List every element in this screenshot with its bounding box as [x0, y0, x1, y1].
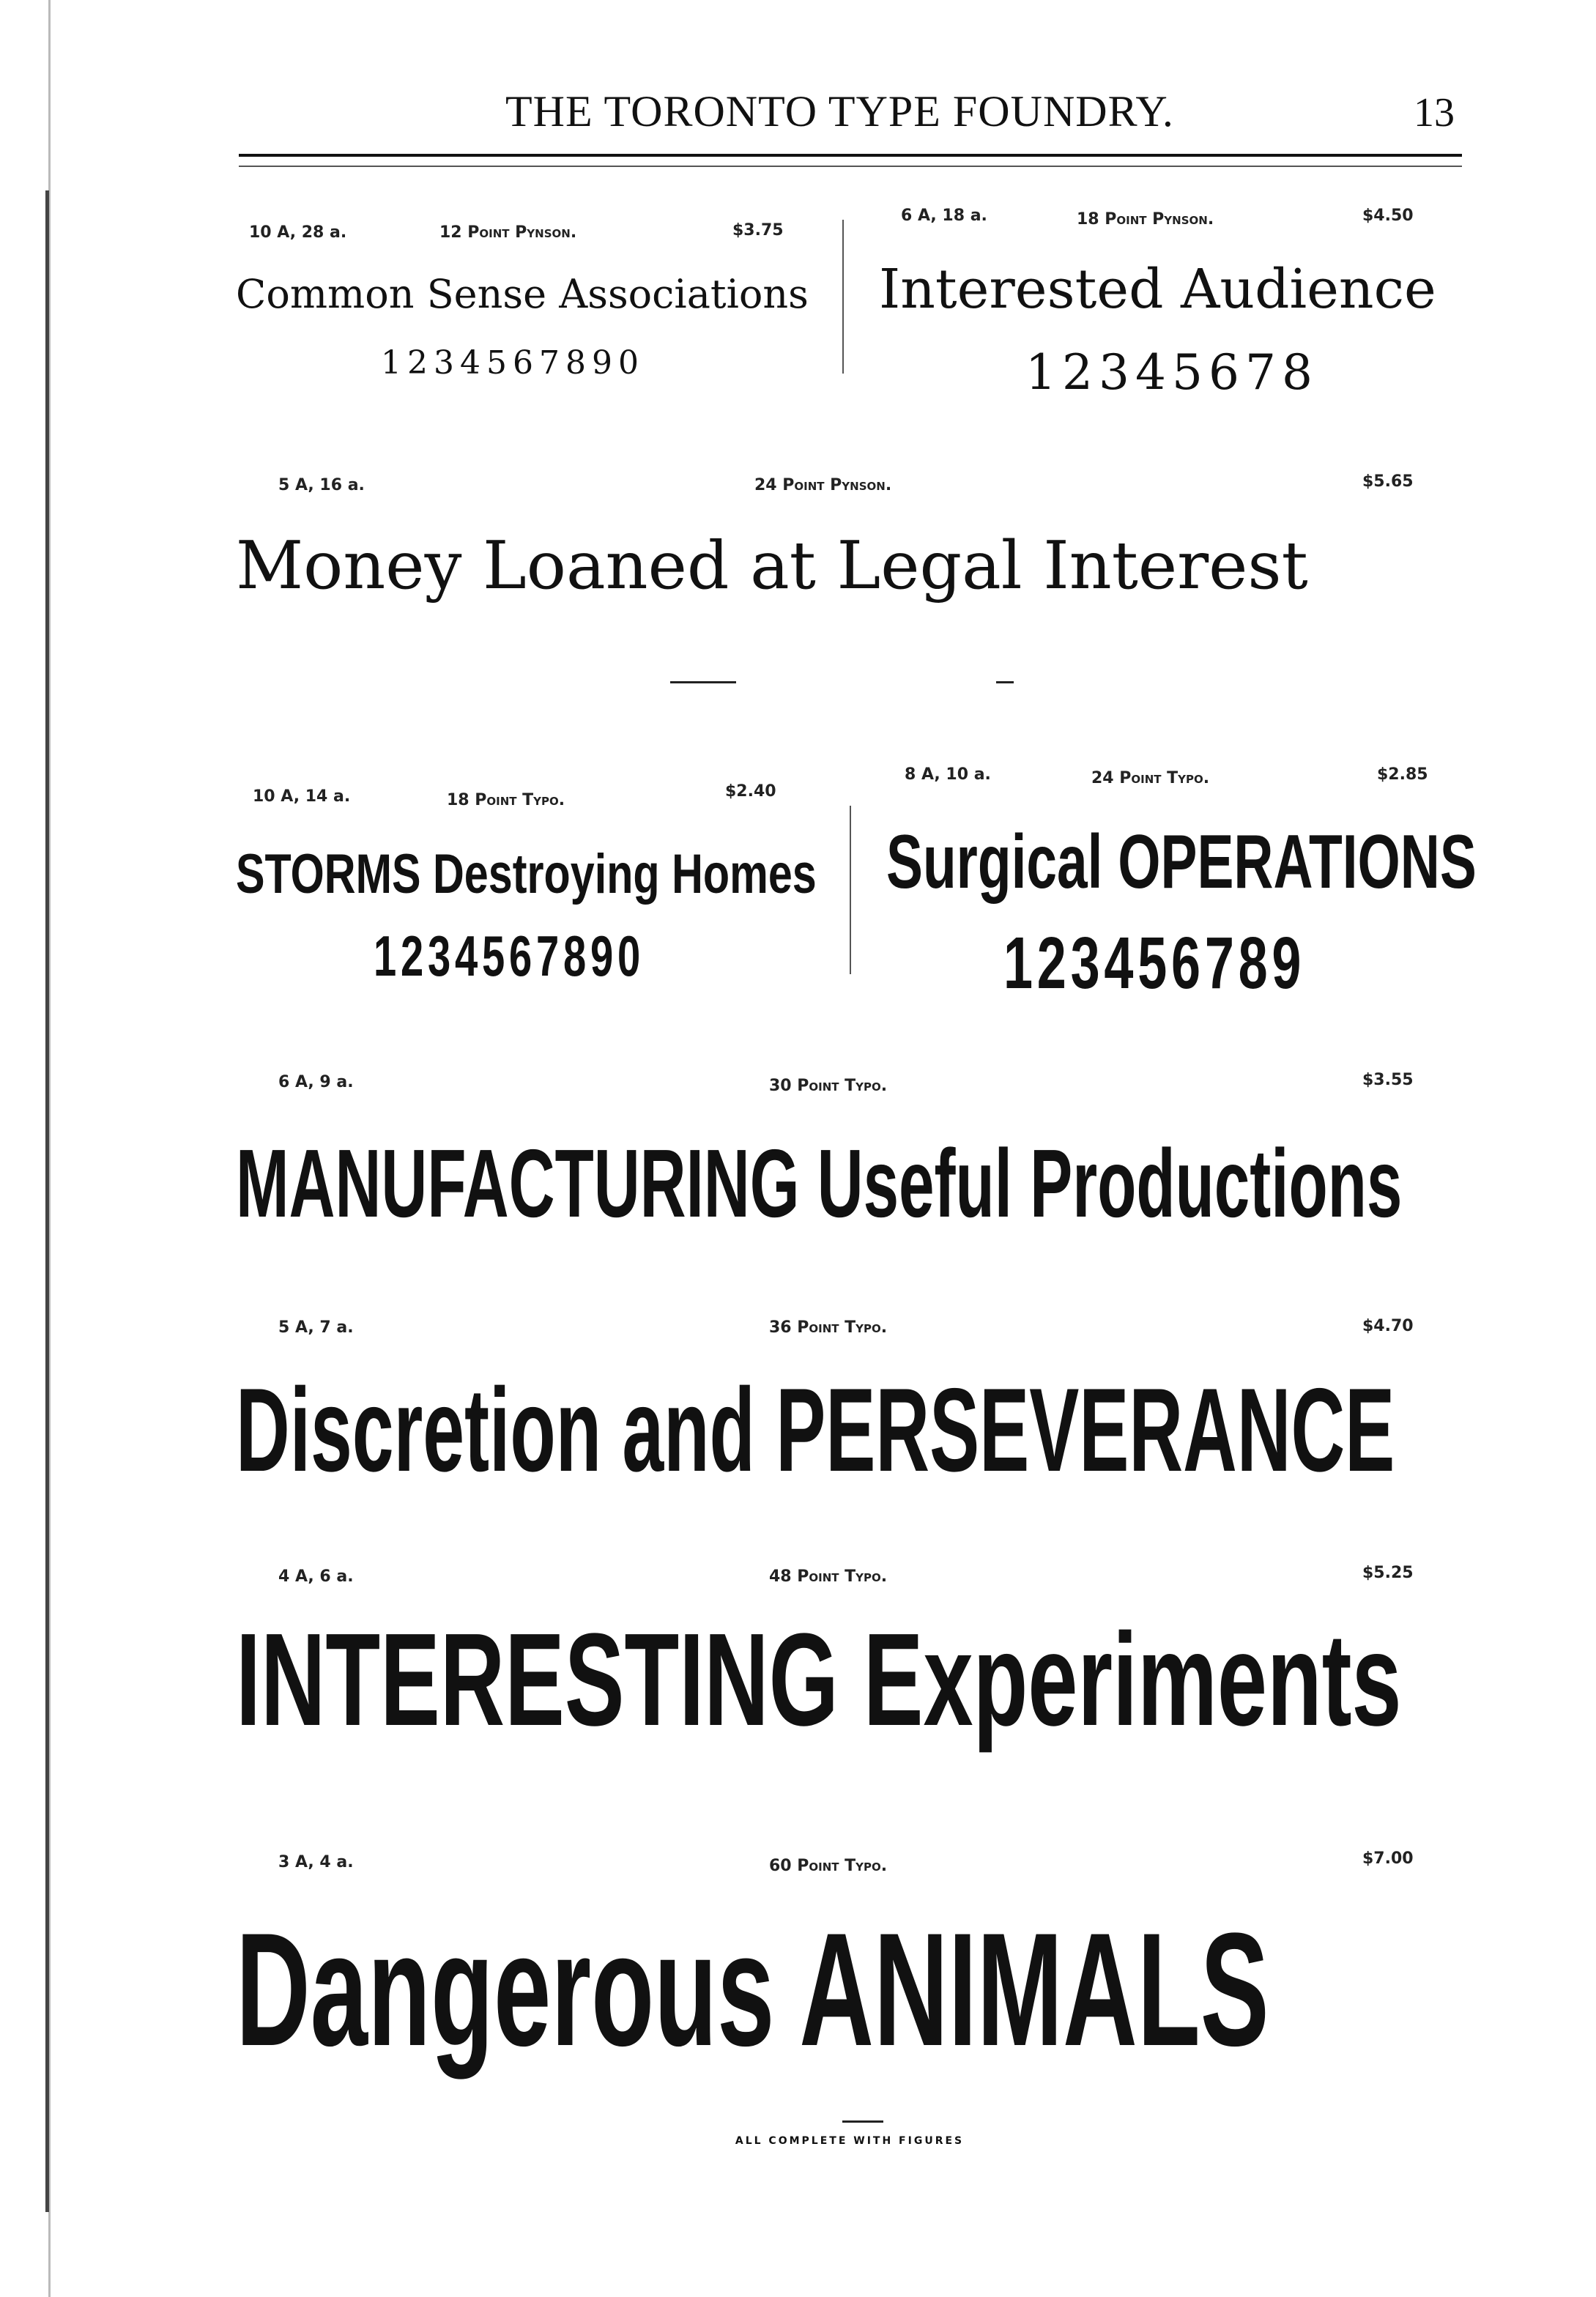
spec-name: 24 Point Typo.: [1091, 769, 1210, 787]
specimen-sample: STORMS Destroying Homes: [236, 843, 817, 905]
section-separator: [996, 681, 1014, 683]
spec-price: $7.00: [1362, 1849, 1414, 1868]
spec-name: 12 Point Pynson.: [439, 223, 577, 242]
spec-price: $2.85: [1377, 765, 1428, 784]
specimen-sample: MANUFACTURING Useful Productions: [236, 1129, 1403, 1237]
page-number: 13: [1414, 90, 1455, 136]
spec-name: 18 Point Pynson.: [1077, 210, 1214, 229]
scan-edge-shadow: [45, 190, 49, 2212]
specimen-sample: Money Loaned at Legal Interest: [236, 527, 1308, 604]
specimen-figures: 12345678: [1025, 344, 1318, 401]
spec-name: 48 Point Typo.: [769, 1567, 888, 1586]
footer-note: ALL COMPLETE WITH FIGURES: [735, 2135, 965, 2147]
specimen-sample: Dangerous ANIMALS: [236, 1899, 1269, 2079]
spec-fonts: 4 A, 6 a.: [278, 1567, 354, 1586]
spec-name: 24 Point Pynson.: [754, 476, 892, 494]
spec-fonts: 5 A, 7 a.: [278, 1318, 354, 1337]
header-rule: [239, 154, 1462, 157]
page-header: [234, 86, 1480, 145]
spec-price: $4.70: [1362, 1317, 1414, 1335]
specimen-sample: INTERESTING Experiments: [236, 1606, 1402, 1754]
specimen-sample: Discretion and PERSEVERANCE: [236, 1364, 1395, 1496]
spec-price: $5.65: [1362, 472, 1414, 491]
spec-fonts: 8 A, 10 a.: [905, 765, 991, 784]
spec-fonts: 5 A, 16 a.: [278, 476, 365, 494]
spec-fonts: 10 A, 28 a.: [249, 223, 347, 242]
specimen-sample: Surgical OPERATIONS: [886, 820, 1477, 905]
spec-price: $4.50: [1362, 207, 1414, 225]
column-divider: [842, 220, 844, 374]
spec-fonts: 3 A, 4 a.: [278, 1853, 354, 1871]
section-separator: [670, 681, 736, 683]
spec-price: $3.75: [732, 221, 784, 240]
spec-name: 60 Point Typo.: [769, 1857, 888, 1875]
spec-name: 36 Point Typo.: [769, 1318, 888, 1337]
spec-fonts: 6 A, 18 a.: [901, 207, 987, 225]
section-separator: [842, 2120, 883, 2123]
specimen-figures: 123456789: [1003, 922, 1306, 1004]
specimen-figures: 1234567890: [381, 344, 645, 382]
spec-name: 18 Point Typo.: [447, 791, 565, 809]
spec-price: $5.25: [1362, 1564, 1414, 1582]
spec-fonts: 6 A, 9 a.: [278, 1073, 354, 1091]
spec-name: 30 Point Typo.: [769, 1077, 888, 1095]
header-rule-thin: [239, 166, 1462, 167]
spec-fonts: 10 A, 14 a.: [253, 787, 351, 806]
header-title: THE TORONTO TYPE FOUNDRY.: [505, 87, 1174, 136]
specimen-figures: 1234567890: [374, 924, 645, 988]
specimen-sample: Interested Audience: [879, 258, 1436, 321]
column-divider: [850, 806, 851, 974]
spec-price: $3.55: [1362, 1071, 1414, 1089]
specimen-sample: Common Sense Associations: [236, 271, 809, 317]
spec-price: $2.40: [725, 782, 776, 801]
